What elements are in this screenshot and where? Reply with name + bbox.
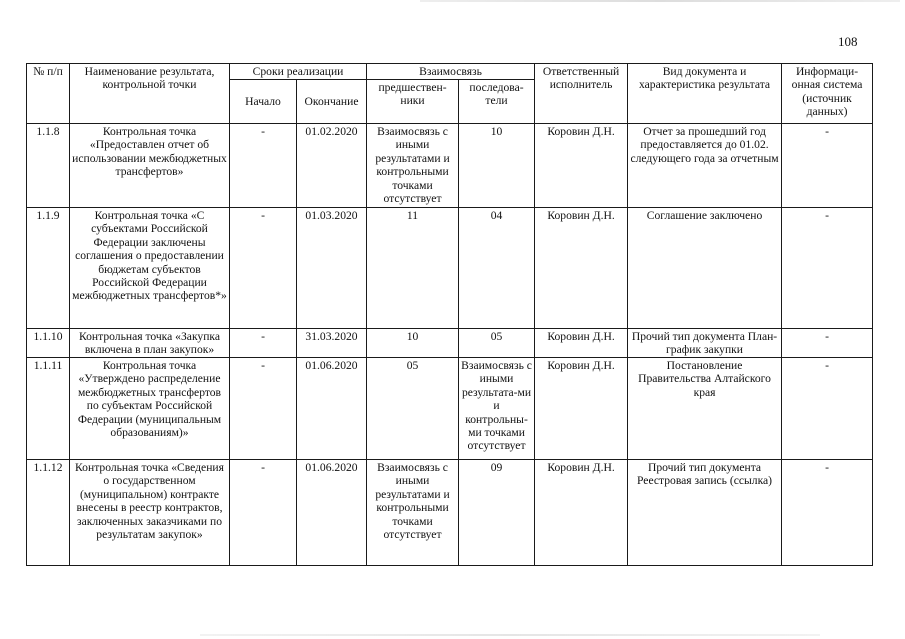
scan-artifact-top	[420, 0, 900, 2]
header-relation: Взаимосвязь	[367, 64, 535, 80]
table-row	[27, 460, 873, 566]
cell-start: -	[230, 329, 297, 358]
cell-start: -	[230, 460, 297, 566]
cell-start: -	[230, 358, 297, 460]
header-name: Наименование результата, контрольной точки	[70, 64, 230, 124]
table-row	[27, 329, 873, 358]
cell-succ: 10	[459, 124, 535, 208]
cell-name: Контрольная точка «Предоставлен отчет об использовании межбюджетных трансфертов»	[70, 124, 230, 208]
results-table	[26, 63, 873, 566]
cell-responsible: Коровин Д.Н.	[535, 329, 628, 358]
cell-num: 1.1.12	[27, 460, 70, 566]
scan-artifact-bottom	[200, 634, 820, 636]
cell-doc: Постановление Правительства Алтайского края	[628, 358, 782, 460]
cell-doc: Соглашение заключено	[628, 208, 782, 329]
cell-name: Контрольная точка «Утверждено распределение межбюджетных трансфертов по субъектам Российской Федерации (муниципальным образованиям)»	[70, 358, 230, 460]
cell-pred: Взаимосвязь с иными результатами и контрольными точками отсутствует	[367, 124, 459, 208]
cell-end: 31.03.2020	[297, 329, 367, 358]
cell-doc: Прочий тип документа План-график закупки	[628, 329, 782, 358]
cell-pred: 11	[367, 208, 459, 329]
table-row	[27, 208, 873, 329]
table-row	[27, 358, 873, 460]
cell-info: -	[782, 460, 873, 566]
cell-num: 1.1.10	[27, 329, 70, 358]
cell-end: 01.03.2020	[297, 208, 367, 329]
cell-start: -	[230, 124, 297, 208]
cell-info: -	[782, 124, 873, 208]
header-terms: Сроки реализации	[230, 64, 367, 80]
cell-info: -	[782, 329, 873, 358]
cell-end: 01.06.2020	[297, 358, 367, 460]
header-info: Информаци-онная система (источник данных)	[782, 64, 873, 124]
cell-start: -	[230, 208, 297, 329]
cell-num: 1.1.8	[27, 124, 70, 208]
header-succ: последова-тели	[459, 80, 535, 124]
cell-responsible: Коровин Д.Н.	[535, 124, 628, 208]
cell-doc: Отчет за прошедший год предоставляется до 01.02. следующего года за отчетным	[628, 124, 782, 208]
cell-info: -	[782, 358, 873, 460]
header-num: № п/п	[27, 64, 70, 124]
cell-pred: 05	[367, 358, 459, 460]
cell-num: 1.1.11	[27, 358, 70, 460]
header-end: Окончание	[297, 80, 367, 124]
cell-info: -	[782, 208, 873, 329]
cell-pred: 10	[367, 329, 459, 358]
cell-name: Контрольная точка «С субъектами Российской Федерации заключены соглашения о предоставлении бюджетам субъектов Российской Федерации межбюджетных трансфертов*»	[70, 208, 230, 329]
cell-name: Контрольная точка «Закупка включена в план закупок»	[70, 329, 230, 358]
cell-responsible: Коровин Д.Н.	[535, 208, 628, 329]
cell-end: 01.06.2020	[297, 460, 367, 566]
cell-succ: 09	[459, 460, 535, 566]
cell-responsible: Коровин Д.Н.	[535, 460, 628, 566]
cell-num: 1.1.9	[27, 208, 70, 329]
header-responsible: Ответственный исполнитель	[535, 64, 628, 124]
header-start: Начало	[230, 80, 297, 124]
page-number: 108	[838, 34, 858, 49]
table-row	[27, 124, 873, 208]
cell-end: 01.02.2020	[297, 124, 367, 208]
header-doc: Вид документа и характеристика результата	[628, 64, 782, 124]
header-pred: предшествен-ники	[367, 80, 459, 124]
cell-doc: Прочий тип документа Реестровая запись (ссылка)	[628, 460, 782, 566]
cell-succ: 04	[459, 208, 535, 329]
cell-succ: Взаимосвязь с иными результата-ми и контрольны-ми точками отсутствует	[459, 358, 535, 460]
cell-succ: 05	[459, 329, 535, 358]
cell-responsible: Коровин Д.Н.	[535, 358, 628, 460]
cell-name: Контрольная точка «Сведения о государственном (муниципальном) контракте внесены в реестр контрактов, заключенных заказчиками по результатам закупок»	[70, 460, 230, 566]
cell-pred: Взаимосвязь с иными результатами и контрольными точками отсутствует	[367, 460, 459, 566]
